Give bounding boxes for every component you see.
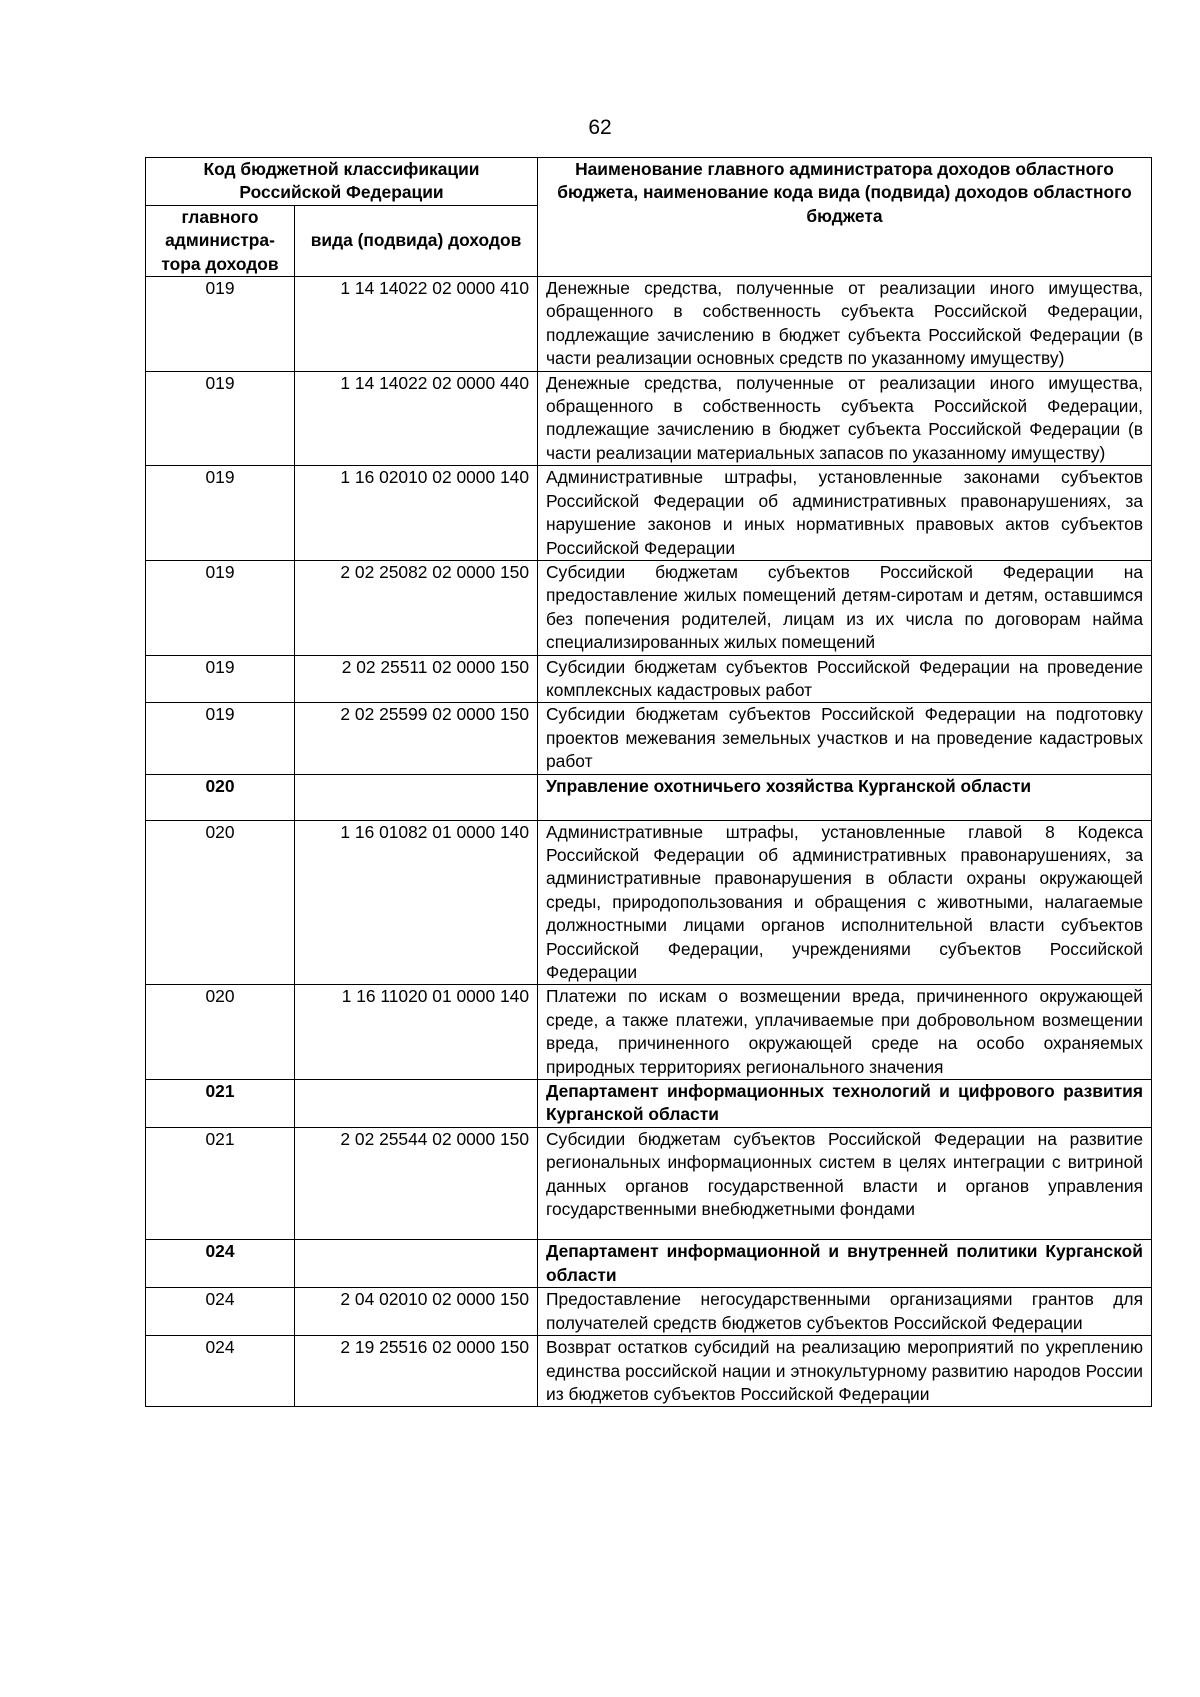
income-code-cell: [295, 774, 538, 820]
administrator-name-cell: Департамент информационных технологий и цифрового развития Курганской области: [538, 1080, 1152, 1128]
administrator-name-cell: Управление охотничьего хозяйства Курганской области: [538, 774, 1152, 820]
income-code-cell: 2 02 25599 02 0000 150: [295, 703, 538, 774]
administrator-name-cell: Департамент информационной и внутренней политики Курганской области: [538, 1240, 1152, 1288]
admin-code-cell: 019: [146, 655, 295, 703]
admin-code-cell: 024: [146, 1288, 295, 1336]
income-code-cell: [295, 1240, 538, 1288]
income-name-cell: Денежные средства, полученные от реализации иного имущества, обращенного в собственность субъекта Российской Федерации, подлежащие зачислению в бюджет субъекта Российской Федерации (в части реализации материальных запасов по указанному имуществу): [538, 371, 1152, 466]
income-code-cell: 2 04 02010 02 0000 150: [295, 1288, 538, 1336]
header-classification: Код бюджетной классификации Российской Федерации: [146, 158, 538, 206]
admin-code-cell: 019: [146, 277, 295, 372]
income-name-cell: Платежи по искам о возмещении вреда, причиненного окружающей среде, а также платежи, уплачиваемые при добровольном возмещении вреда, причиненного окружающей среде на особо охраняемых природных территориях регионального значения: [538, 985, 1152, 1080]
income-code-cell: 2 02 25082 02 0000 150: [295, 560, 538, 655]
income-code-cell: 1 14 14022 02 0000 440: [295, 371, 538, 466]
income-code-cell: 2 02 25511 02 0000 150: [295, 655, 538, 703]
table-row: [146, 1288, 1152, 1336]
admin-code-cell: 019: [146, 466, 295, 561]
table-row: [146, 371, 1152, 466]
table-row: [146, 1127, 1152, 1240]
income-code-cell: 1 16 01082 01 0000 140: [295, 820, 538, 985]
table-row: [146, 985, 1152, 1080]
income-code-cell: 2 02 25544 02 0000 150: [295, 1127, 538, 1240]
admin-code-cell: 024: [146, 1336, 295, 1407]
income-name-cell: Административные штрафы, установленные главой 8 Кодекса Российской Федерации об административных правонарушениях, за административные правонарушения в области охраны окружающей среды, природопользования и обращения с животными, налагаемые должностными лицами органов исполнительной власти субъектов Российской Федерации, учреждениями субъектов Российской Федерации: [538, 820, 1152, 985]
income-name-cell: Субсидии бюджетам субъектов Российской Федерации на проведение комплексных кадастровых работ: [538, 655, 1152, 703]
table-row: [146, 466, 1152, 561]
administrator-group-row: [146, 1080, 1152, 1128]
header-type-code: вида (подвида) доходов: [295, 205, 538, 276]
admin-code-cell: 021: [146, 1127, 295, 1240]
income-name-cell: Денежные средства, полученные от реализации иного имущества, обращенного в собственность субъекта Российской Федерации, подлежащие зачислению в бюджет субъекта Российской Федерации (в части реализации основных средств по указанному имуществу): [538, 277, 1152, 372]
table-row: [146, 1336, 1152, 1407]
table-row: [146, 277, 1152, 372]
income-name-cell: Субсидии бюджетам субъектов Российской Федерации на предоставление жилых помещений детям-сиротам и детям, оставшимся без попечения родителей, лицам из их числа по договорам найма специализированных жилых помещений: [538, 560, 1152, 655]
income-name-cell: Административные штрафы, установленные законами субъектов Российской Федерации об административных правонарушениях, за нарушение законов и иных нормативных правовых актов субъектов Российской Федерации: [538, 466, 1152, 561]
header-name: Наименование главного администратора доходов областного бюджета, наименование кода вида (подвида) доходов областного бюджета: [538, 158, 1152, 277]
income-code-cell: 1 14 14022 02 0000 410: [295, 277, 538, 372]
admin-code-cell: 021: [146, 1080, 295, 1128]
income-code-cell: 1 16 11020 01 0000 140: [295, 985, 538, 1080]
admin-code-cell: 019: [146, 371, 295, 466]
income-name-cell: Возврат остатков субсидий на реализацию мероприятий по укреплению единства российской нации и этнокультурному развитию народов России из бюджетов субъектов Российской Федерации: [538, 1336, 1152, 1407]
admin-code-cell: 020: [146, 985, 295, 1080]
table-row: [146, 560, 1152, 655]
income-code-cell: 1 16 02010 02 0000 140: [295, 466, 538, 561]
income-name-cell: Предоставление негосударственными организациями грантов для получателей средств бюджетов субъектов Российской Федерации: [538, 1288, 1152, 1336]
table-row: [146, 820, 1152, 985]
header-admin-code: главного администра-тора доходов: [146, 205, 295, 276]
administrator-group-row: [146, 774, 1152, 820]
admin-code-cell: 019: [146, 560, 295, 655]
admin-code-cell: 024: [146, 1240, 295, 1288]
budget-classification-table: [145, 157, 1152, 1407]
administrator-group-row: [146, 1240, 1152, 1288]
page-number: 62: [588, 116, 612, 139]
table-row: [146, 703, 1152, 774]
income-name-cell: Субсидии бюджетам субъектов Российской Федерации на подготовку проектов межевания земельных участков и на проведение кадастровых работ: [538, 703, 1152, 774]
income-name-cell: Субсидии бюджетам субъектов Российской Федерации на развитие региональных информационных систем в целях интеграции с витриной данных органов государственной власти и органов управления государственными внебюджетными фондами: [538, 1127, 1152, 1240]
header-row-top: [146, 158, 1152, 206]
admin-code-cell: 020: [146, 774, 295, 820]
table-row: [146, 655, 1152, 703]
admin-code-cell: 020: [146, 820, 295, 985]
income-code-cell: 2 19 25516 02 0000 150: [295, 1336, 538, 1407]
admin-code-cell: 019: [146, 703, 295, 774]
income-code-cell: [295, 1080, 538, 1128]
